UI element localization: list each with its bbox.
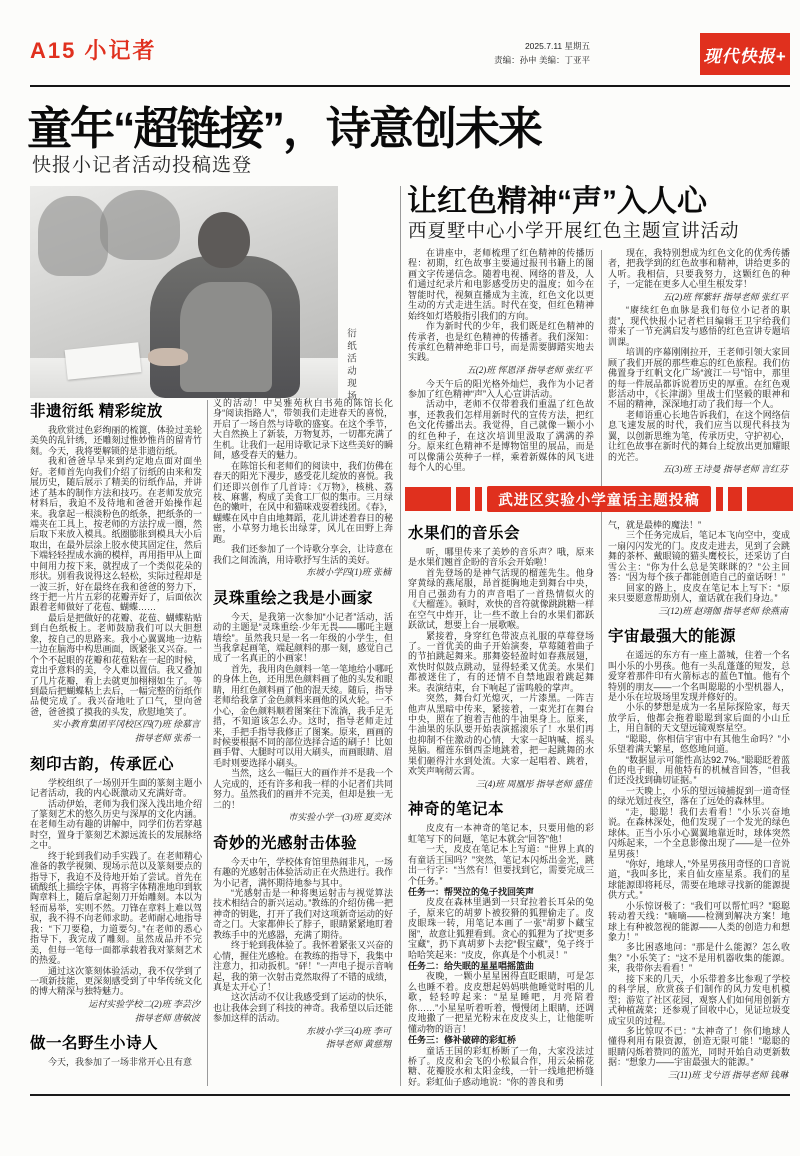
masthead-text: 现代快报+ [703,46,787,66]
paragraph: 通过这次篆刻体验活动，我不仅学到了一项新技能，更深刻感受到了中华传统文化的博大精深与独特魅力。 [30,965,202,997]
paragraph: 今天，我参加了一场非常开心且有意 [48,1057,193,1068]
byline: 指导老师 黄慈翔 [325,1039,391,1050]
byline: 三(11)班 戈兮语 指导老师 钱琳 [667,1069,788,1080]
paragraph: 义的活动！中吴雅苑秋白书苑的陈馆长化身“阅读指路人”，带领我们走进春天的喜悦，开启了一场自然与诗歌的盛宴。在这个季节，大自然换上了新装，万物复苏，一切都充满了生机。让我们一起用诗歌记录下这些美好的瞬间，感受春天的魅力。 [213,398,393,461]
header-rule [30,85,790,87]
paragraph: 突然，舞台灯光熄灭，一片漆黑。一阵吉他声从黑暗中传来，紧接着，一束光打在舞台中央，照在了抱着吉他的牛油果身上。原来，牛油果的乐队要开始表演摇滚乐了！水果们再也抑制不住激动的心情，大家一起呐喊、摇头晃脑。榴莲东倒西歪地跳着，把一起跳舞的水果们砸得汁水到处流。大家一起唱着、跳着，欢笑声响彻云霄。 [408,693,594,777]
paragraph: 皮皮有一本神奇的笔记本，只要用他的彩虹笔写下的问题，笔记本就会“回答”他！ [408,823,594,844]
byline: 三(12)班 赵翊伽 指导老师 徐燕南 [658,605,788,616]
story-title: 做一名野生小诗人 [30,1035,159,1053]
paragraph: 在遥远的东方有一座上蔷城，住着一个名叫小乐的小男孩。他有一头乱蓬蓬的短发，总爱穿着那件印有火箭标志的蓝色T恤。他有个特别的朋友——一个名叫聪聪的小型机器人，是小乐在垃圾场里发现并修好的。 [608,650,790,702]
section-banner [405,486,793,512]
paragraph: 现在，我特别想成为红色文化的优秀传播者，把我学到的红色故事和精神，讲给更多的人听。我相信，只要我努力，这颗红色的种子，一定能在更多人心里生根发芽！ [608,248,790,290]
paragraph: “光感射击是一种将奥运射击与视觉算法技术相结合的新兴运动。”教练的介绍仿佛一把神奇的钥匙，打开了我们对这项新奇运动的好奇之门。大家都伸长了脖子，眼睛紧紧地盯着教练手中的光感器，充满了期待。 [213,888,393,940]
story-title: 灵珠重绘之我是小画家 [213,589,374,607]
byline: 东坡小学三(4)班 李可 [306,1025,391,1036]
paragraph: 皮皮在森林里遇到一只耷拉着长耳朵的兔子，原来它的胡萝卜被狡猾的狐狸偷走了。皮皮眼珠一转，用笔记本画了一张“胡萝卜藏宝图”，故意让狐狸看到。贪心的狐狸为了找“更多宝藏”，扔下真胡萝卜去挖“假宝藏”，兔子终于哈哈笑起来：“皮皮，你真是个小机灵！” [408,897,594,960]
byline: 运村实验学校二(2)班 李芸汐 [88,998,200,1009]
byline: 三(4)班 周凰彤 指导老师 盛佳 [475,778,592,789]
paragraph: “聪聪，你相信宇宙中有其他生命吗？”小乐望着满天繁星，悠悠地问道。 [608,733,790,755]
banner-bar [456,487,470,511]
banner-bar [405,487,451,511]
editors-line: 责编：孙申 美编：丁亚平 [494,54,590,65]
paragraph: 在陈馆长和老师们的阅读中，我们仿佛在春天的阳光下漫步，感受花儿绽放的喜悦。我们还即兴创作了几首诗：《万物》，核桃、荔枝、麻薯，构成了美食工厂似的集市。三月绿色的嫩叶，在风中和猫咪戏耍着线团。《春》，蝴蝶在风中自由地舞蹈，花儿讲述着春日的秘密，小草努力地长出绿芽，风儿在田野上奔跑。 [213,460,393,544]
paragraph: “赓续红色血脉是我们每位小记者的职责”，现代快报小记者栏目编辑王卫宇给我们带来了一节充满启发与感悟的红色宣讲专题培训课。 [608,305,790,347]
red-article-column-b [608,248,790,486]
photo-hand [148,348,188,366]
paragraph: 童话王国的彩虹桥断了一角，大家没法过桥了。皮皮和会飞的小松鼠合作，用云朵棉花糖、花瓣胶水和太阳金线，一针一线地把桥缝好。彩虹仙子感动地说：“你的善良和勇 [408,1045,594,1087]
paragraph: 我欣赏过色彩绚丽的梳篦，体验过美轮美奂的乱针绣，还雕刻过惟妙惟肖的留青竹刻。今天，我将要解锁的是非遗衍纸。 [30,425,202,456]
paragraph: 一天，皮皮在笔记本上写道：“世界上真的有童话王国吗？”突然，笔记本闪烁出金光，跳出一行字：“当然有！但要找到它，需要完成三个任务。” [408,844,594,886]
paragraph: 小乐的梦想是成为一名星际探险家，每天放学后，他都会拖着聪聪到家后面的小山丘上，用自制的天文望远镜观察星空。 [608,702,790,734]
byline: 指导老师 唐敏波 [134,1012,200,1023]
paragraph: 三个任务完成后，笔记本飞向空中，变成一扇闪闪发光的门。皮皮走进去，见到了会跳舞的茶杯、戴眼镜的猫头鹰校长，还采访了白雪公主：“你为什么总是笑眯眯的？”公主回答：“因为每个孩子都能创造自己的童话呀！” [608,530,790,583]
column-divider [207,400,208,1086]
paragraph: 多比惊叹不已：“太神奇了！你们地球人懂得利用有限资源，创造无限可能！”聪聪的眼睛闪烁着赞同的蓝光，同时开始自动更新数据：“想象力——宇宙最强大的能源。” [608,1025,790,1068]
paragraph: 老师语重心长地告诉我们，在这个网络信息飞速发展的时代，我们应当以现代科技为翼，以创新思维为笔，传承历史，守护初心，让红色故事在新时代的舞台上绽放出更加耀眼的光芒。 [608,409,790,462]
paragraph: 多比困惑地问：“那是什么能源？怎么收集？”小乐笑了：“这不是用机器收集的能源。来，我带你去看看！” [608,942,790,974]
paragraph: 回家的路上，皮皮在笔记本上写下：“原来只要愿意帮助别人，童话就在我们身边。” [608,582,790,604]
red-article-subhead: 西夏墅中心小学开展红色主题宣讲活动 [408,220,740,241]
column-divider [601,250,602,1086]
story-title: 宇宙最强大的能源 [608,628,737,646]
paragraph: 我们还参加了一个诗歌分享会，让诗意在我们之间流淌，用诗歌抒写生活的美好。 [213,544,393,565]
paragraph: 终于轮到我体验了。我怀着紧张又兴奋的心情，握住光感枪。在教练的指导下，我集中注意力，扣动扳机。“砰！”一声电子提示音响起，我的第一次射击竟然取得了不错的成绩，真是太开心了！ [213,940,393,992]
header-meta [330,40,590,67]
photo-background-figure [38,196,108,276]
story-title: 奇妙的光感射击体验 [213,834,358,852]
paragraph: 首先登场的是神气活现的榴莲先生。他身穿黄绿的燕尾服，昂首挺胸地走到舞台中央，用自己强劲有力的声音唱了一首热情似火的《大榴莲》。顿时，欢快的音符就像跳跳糖一样在空气中炸开，让一些不敢上台的水果们都跃跃欲试，想要上台一展歌喉。 [408,567,594,631]
column-4 [608,520,790,1088]
paragraph: 一天晚上，小乐的望远镜捕捉到一道奇怪的绿光划过夜空，落在了远处的森林里。 [608,785,790,807]
section-name: 小记者 [84,38,157,63]
banner-bar [475,487,482,511]
page-number: A15 [30,38,77,63]
byline: 五(3)班 王诗曼 指导老师 言红芬 [662,464,788,474]
task-subhead: 任务一：帮哭泣的兔子找回笑声 [408,886,535,897]
paragraph: “走，聪聪！我们去看看！”小乐兴奋地说。在森林深处，他们发现了一个发光的绿色球体。正当小乐小心翼翼地靠近时，球体突然闪烁起来，一个全息影像出现了——是一位外星男孩！ [608,806,790,859]
paragraph: 紧接着，身穿红色带波点礼服的草莓登场了。一首优美的曲子开始演奏，草莓随着曲子的节拍跳起舞来。那舞姿轻盈时如春燕展翅，欢快时似鼓点跳动，显得轻柔又优美。水果们都被迷住了，有的还情不自禁地跟着跳起舞来。表演结束，台下响起了雷鸣般的掌声。 [408,630,594,693]
paragraph: 活动伊始，老师为我们深入浅出地介绍了篆刻艺术的悠久历史与深厚的文化内涵。在老师生动有趣的讲解中，同学们仿若穿越时空，置身于篆刻艺术源远流长的发展脉络之中。 [30,798,202,851]
photo-child-head [198,212,250,268]
byline: 五(2)班 恽紫轩 指导老师 张红平 [662,291,788,302]
task-subhead: 任务三：修补破碎的彩虹桥 [408,1035,517,1046]
column-1 [30,398,202,1086]
column-divider [400,186,401,1086]
paragraph: 作为新时代的少年，我们既是红色精神的传承者，也是红色精神的传播者。我们深知：传承红色精神绝非口号，而是需要脚踏实地去实践。 [408,321,594,363]
paragraph: 听，哪里传来了美妙的音乐声？哦，原来是水果们翘首企盼的音乐会开始啦！ [408,547,594,568]
column-2 [213,398,393,1086]
paragraph: 在讲座中，老师梳理了红色精神的传播历程：初期，红色故事主要通过报刊书籍上的图画文字传递信念。随着电视、网络的普及，人们通过纪录片和电影感受历史的温度；如今在智能时代，视频直播成为主流，红色文化以更生动的方式走进生活。时代在变，但红色精神始终如灯塔般指引我们的方向。 [408,248,594,321]
paragraph: 接下来的几天，小乐带着多比参观了学校的科学展，欣赏孩子们制作的风力发电机模型；游览了社区花园，观察人们如何用创新方式种植蔬菜；还参观了回收中心，见证垃圾变成宝贝的过程。 [608,973,790,1026]
byline: 东坡小学四(1)班 张楠 [306,567,391,577]
byline: 五(2)班 恽恩泽 指导老师 张红平 [466,364,592,375]
column-3 [408,520,594,1088]
paragraph: 首先，我用肉色颜料一笔一笔地给小哪吒的身体上色，还用黑色颜料画了他的头发和眼睛，用红色颜料画了他的混天绫。随后，指导老师给我拿了金色颜料来画他的风火轮。一不小心，金色颜料顺着图案往下流淌，我手足无措，不知道该怎么办。这时，指导老师走过来，手把手指导我修正了图案。原来，画画的时候要根据不同的部位选择合适的刷子！比如画手臂、大腿时可以用大刷头，而画眼睛、眉毛时则要选择小刷头。 [213,663,393,768]
paragraph: “数据显示可能性高达92.7%。”聪聪眨着蓝色的电子眼，用他特有的机械音回答，“但我们还没找到确切证据。” [608,754,790,786]
masthead-logo [700,33,790,75]
paragraph: “你好，地球人，”外星男孩用奇怪的口音说道，“我叫多比，来自仙女座星系。我们的星球能源即将耗尽，需要在地球寻找新的能源提供方式。” [608,858,790,901]
byline: 实小教育集团平冈校区四(7)班 徐慕言 [52,719,200,730]
story-title: 水果们的音乐会 [408,525,521,542]
page-section-label [30,34,157,65]
paragraph: 今天，是我第一次参加“小记者”活动，活动的主题是“灵珠重绘·少年无畏——哪吒主题墙绘”。虽然我只是一名一年级的小学生，但当我拿起画笔，端起颜料的那一刻，感觉自己成了一名真正的小画家！ [213,611,393,664]
paragraph: 培训的序幕刚刚拉开，王老师引领大家回顾了我们开展的那些难忘的红色旅程。我们仿佛置身于红帆文化广场“渡江一号”馆中，那里的每一件展品都诉说着历史的厚重。在红色观影活动中，《长津湖》里战士们坚毅的眼神和不屈的精神，深深地打动了我们每一个人。 [608,347,790,410]
story-title: 非遗衍纸 精彩绽放 [30,403,163,420]
bottom-rule [30,1094,790,1096]
story-title: 神奇的笔记本 [408,801,505,819]
banner-bar [747,487,793,511]
photo-child-vest [180,282,272,392]
paragraph: 这次活动不仅让我感受到了运动的快乐，也让我体会到了科技的神奇。我希望以后还能参加这样的活动。 [213,992,393,1024]
paragraph: 夜晚，一颗小星星困得直眨眼睛，可是怎么也睡不着。皮皮想起妈妈哄他睡觉时唱的儿歌，轻轻哼起来：“星星睡吧，月亮陪着你……”小星星听着听着，慢慢闭上眼睛，还调皮地撒了一把星光粉末在皮皮头上，让他能听懂动物的语言！ [408,971,594,1034]
main-subhead: 快报小记者活动投稿选登 [32,155,253,176]
paragraph: 最后是把做好的花瓣、花苞、蝴蝶粘贴到白色纸板上。老师鼓励我们可以大胆想象，按自己的思路来。我小心翼翼地一边粘一边在脑海中构思画面，既紧张又兴奋。一个个不起眼的花瓣和花苞粘在一起的时候，竟出乎意料的美，令人难以置信。我又叠加了几片花瓣，看上去就更加栩栩如生了。等到最后把蝴蝶粘上去后，一幅完整的衍纸作品便完成了。我兴奋地吐了口气，望向爸爸，爸爸摸了摸我的头发，欣慰地笑了。 [30,612,202,717]
photo [30,186,338,398]
paragraph: 今天中午，学校体育馆里热闹非凡，一场有趣的光感射击体验活动正在火热进行。我作为小记者，满怀期待地参与其中。 [213,856,393,888]
byline: 市实验小学一(3)班 夏奕沐 [288,812,391,822]
paragraph: 学校组织了一场别开生面的篆刻主题小记者活动，我的内心既激动又充满好奇。 [30,777,202,799]
story-title: 刻印古韵，传承匠心 [30,755,175,773]
red-article-column-a [408,248,594,486]
paragraph: 活动中，老师不仅带着我们重温了红色故事，还教我们怎样用新时代的宣传方法，把红色文化传播出去。我觉得，自己就像一颗小小的红色种子，在这次培训里汲取了满满的养分。原来红色精神不是博物馆里的展品，而是可以像蒲公英种子一样，乘着新媒体的风飞进每个人的心里。 [408,399,594,472]
red-article-headline: 让红色精神“声”入人心 [407,185,707,218]
photo-caption: 衍纸活动现场 [345,328,356,403]
byline: 指导老师 张希一 [134,732,200,743]
paragraph: 小乐惊讶极了：“我们可以帮忙吗？”聪聪转动着天线：“嘀嘀——检测到解决方案！地球上有种被忽视的能源——人类的创造力和想象力！” [608,900,790,942]
photo-background-figure [100,190,180,260]
paragraph: 终于轮到我们动手实践了。在老师精心准备的教学视频、现场示范以及篆刻要点的指导下，我迫不及待地开始了尝试。首先在硫酸纸上描绘字体，再将字体精准地印到软陶章料上，随后拿起刻刀开始雕刻。本以为轻而易举，实则不然。刀锋在章料上难以驾驭，我不得不向老师求助。老师耐心地指导我：“下刀要稳，力道要匀。”在老师的悉心指导下，我完成了雕刻。虽然成品并不完美，但每一笔每一面都承载着我对篆刻艺术的热爱。 [30,850,202,966]
task-subhead: 任务二：给失眠的星星唱摇篮曲 [408,961,535,971]
paragraph: 今天午后的阳光格外灿烂，我作为小记者参加了红色精神“声”入人心宣讲活动。 [408,378,594,399]
banner-bar [728,487,742,511]
paragraph: 气，就是最棒的魔法！” [608,520,701,530]
paragraph: 我和爸爸早早来到约定地点面对面坐好。老师首先向我们介绍了衍纸的由来和发展历史，随后展示了精美的衍纸作品，并讲述了基本的制作方法和技巧。在老师发放完材料后，我迫不及待地和爸爸开始操作起来。我拿起一根淡粉色的纸条，把纸条的一端夹在工具上，按老师的方法拧成一圈，然后取下来放入模具。纸圈膨胀到模具大小后取出，在最外层涂上胶水使其固定住，然后下端轻轻捏成水滴的模样，再用指甲从上面中间用力按下来，就捏成了一个类似花朵的形状。别看我说得这么轻松，实际过程却是一波三折，好在最终在我和爸爸的努力下，终于把一片片五彩的花瓣弄好了，后面依次跟着老师做好了花苞、蝴蝶…… [30,456,202,613]
paragraph: 当然，这么一幅巨大的画作并不是我一个人完成的，还有许多和我一样的小记者们共同努力。虽然我们的画并不完美，但却是独一无二的！ [213,768,393,810]
issue-date: 2025.7.11 星期五 [524,41,590,51]
banner-label: 武进区实验小学童话主题投稿 [487,486,711,512]
main-headline: 童年“超链接”，诗意创未来 [27,103,542,154]
banner-bar [716,487,723,511]
